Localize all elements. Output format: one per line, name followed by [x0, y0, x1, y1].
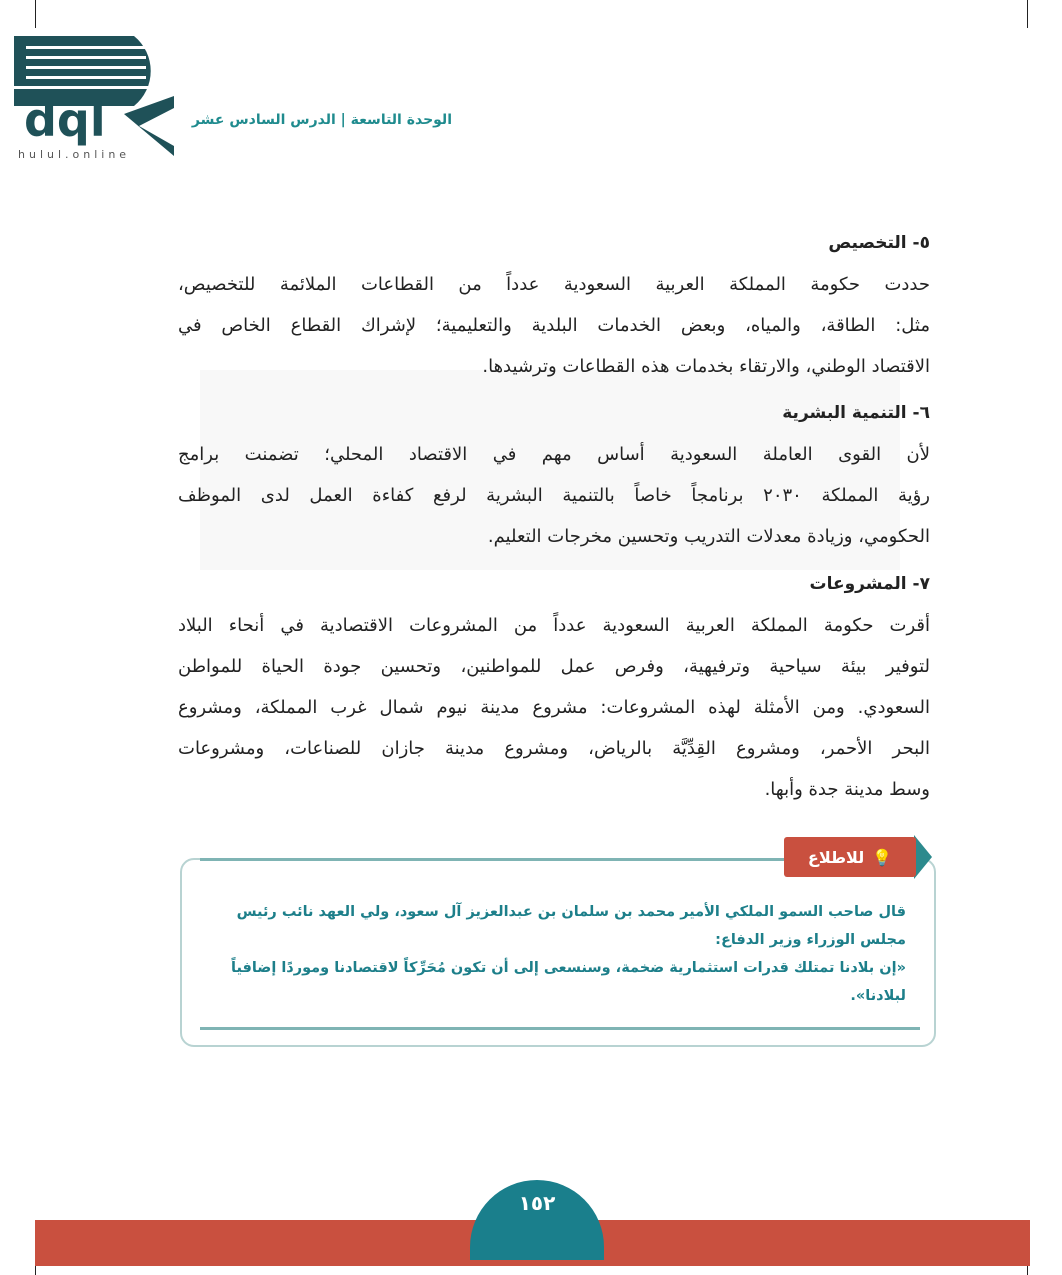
crop-mark [35, 0, 36, 28]
paragraph-line: حددت حكومة المملكة العربية السعودية عدداً من القطاعات الملائمة للتخصيص، [178, 274, 930, 295]
section-human-development [178, 392, 930, 557]
svg-text:dql: dql [24, 93, 106, 147]
header-separator: | [340, 112, 346, 128]
info-badge [784, 837, 916, 877]
paragraph-line: رؤية المملكة ٢٠٣٠ برنامجاً خاصاً بالتنمية البشرية لرفع كفاءة العمل لدى الموظف [178, 485, 930, 506]
paragraph-line: وسط مدينة جدة وأبها. [764, 779, 930, 800]
quote-intro: قال صاحب السمو الملكي الأمير محمد بن سلمان بن عبدالعزيز آل سعود، ولي العهد نائب رئيس مجلس الوزراء وزير الدفاع: [236, 904, 906, 948]
section-title: ٧- المشروعات [809, 574, 930, 594]
section-title: ٦- التنمية البشرية [782, 403, 930, 423]
info-quote [200, 898, 906, 1010]
paragraph-line: السعودي. ومن الأمثلة لهذه المشروعات: مشروع مدينة نيوم شمال غرب المملكة، ومشروع [178, 697, 930, 718]
chevron-icon [914, 835, 932, 879]
paragraph-line: أقرت حكومة المملكة العربية السعودية عدداً من المشروعات الاقتصادية في أنحاء البلاد [178, 615, 930, 636]
section-projects [178, 563, 930, 810]
section-privatization [178, 222, 930, 387]
quote-text: «إن بلادنا تمتلك قدرات استثمارية ضخمة، وسنسعى إلى أن تكون مُحَرِّكاً لاقتصادنا وموردًا إضافياً لبلادنا». [231, 960, 906, 1004]
paragraph-line: الحكومي، وزيادة معدلات التدريب وتحسين مخرجات التعليم. [487, 526, 930, 547]
unit-label: الوحدة التاسعة [350, 112, 452, 128]
hulul-logo [14, 36, 184, 160]
crop-mark [1027, 0, 1028, 28]
info-badge-label: للاطلاع [807, 847, 865, 867]
paragraph-line: البحر الأحمر، ومشروع القِدِّيَّة بالرياض، ومشروع مدينة جازان للصناعات، ومشروعات [178, 738, 930, 759]
svg-text:hulul.online: hulul.online [18, 148, 131, 160]
divider [200, 1027, 920, 1030]
paragraph-line: مثل: الطاقة، والمياه، وبعض الخدمات البلدية والتعليمية؛ لإشراك القطاع الخاص في [178, 315, 930, 336]
paragraph-line: لأن القوى العاملة السعودية أساس مهم في الاقتصاد المحلي؛ تضمنت برامج [178, 444, 930, 465]
section-title: ٥- التخصيص [828, 233, 930, 253]
page-number: ١٥٢ [470, 1180, 604, 1260]
paragraph-line: الاقتصاد الوطني، والارتقاء بخدمات هذه القطاعات وترشيدها. [482, 356, 930, 377]
unit-lesson-header [190, 112, 452, 128]
lightbulb-icon: 💡 [872, 847, 893, 867]
paragraph-line: لتوفير بيئة سياحية وترفيهية، وفرص عمل للمواطنين، وتحسين جودة الحياة للمواطن [178, 656, 930, 677]
lesson-label: الدرس السادس عشر [191, 112, 336, 128]
